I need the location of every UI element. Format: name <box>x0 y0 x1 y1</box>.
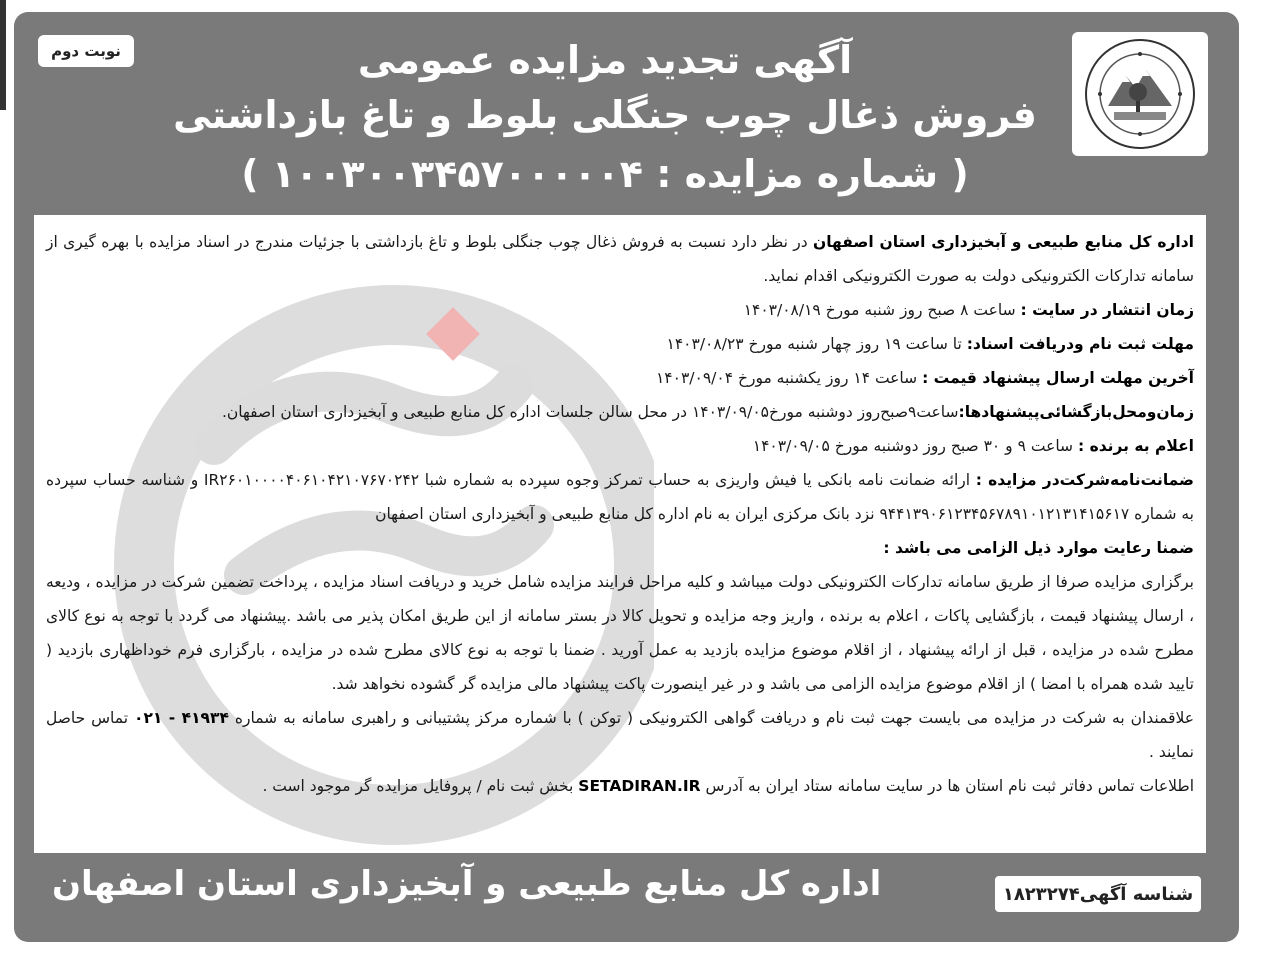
title-line-3: ( شماره مزایده : ۱۰۰۳۰۰۳۴۵۷۰۰۰۰۰۴ ) <box>241 152 969 196</box>
requirements-heading: ضمنا رعایت موارد ذیل الزامی می باشد : <box>883 539 1194 557</box>
opening-time-place: زمان‌ومحل‌بازگشائی‌پیشنهادها:ساعت۹صبح‌روز دوشنبه مورخ۱۴۰۳/۰۹/۰۵ در محل سالن جلسات اداره کل منابع طبیعی و آبخیزداری استان اصفهان. <box>221 403 1194 421</box>
winner-announcement: اعلام به برنده : ساعت ۹ و ۳۰ صبح روز دوشنبه مورخ ۱۴۰۳/۰۹/۰۵ <box>752 437 1194 455</box>
requirements-text: برگزاری مزایده صرفا از طریق سامانه تدارکات الکترونیکی دولت میباشد و کلیه مراحل فرایند مزایده شامل خرید و دریافت اسناد مزایده ، پرداخت تضمین شرکت در مزایده ، ودیعه ، ارسال پیشنهاد قیمت ، بازگشایی پاکات ، اعلام به برنده ، واریز وجه مزایده و تحویل کالا در بستر سامانه از این طریق امکان پذیر می باشد .پیشنهاد می گردد با توجه به نوع کالای مطرح شده در مزایده ، قبل از ارائه پیشنهاد ، از اقلام موضوع مزایده بازدید به عمل آورید . ضمنا با توجه به نوع کالای مطرح شده در مزایده ، بارگزاری فرم خوداظهاری بازدید ( تایید شده همراه با امضا ) از اقلام موضوع مزایده الزامی می باشد و در غیر اینصورت پاکت پیشنهاد مالی مزایده گر گشوده نخواهد شد. <box>46 573 1194 693</box>
organization-logo <box>1072 32 1208 156</box>
title-line-1: آگهی تجدید مزایده عمومی <box>357 38 853 82</box>
title-line-2: فروش ذغال چوب جنگلی بلوط و تاغ بازداشتی <box>173 93 1037 137</box>
participation-guarantee: ضمانت‌نامه‌شرکت‌در مزایده : ارائه ضمانت نامه بانکی یا فیش واریزی به حساب تمرکز وجوه سپرده به شماره شبا IR۲۶۰۱۰۰۰۰۴۰۶۱۰۴۲۱۰۷۶۷۰۲۴۲ و شناسه حساب سپرده به شماره ۹۴۴۱۳۹۰۶۱۲۳۴۵۶۷۸۹۱۰۱۲۱۳۱۴۱۵۶۱۷ نزد بانک مرکزی ایران به نام اداره کل منابع طبیعی و آبخیزداری استان اصفهان <box>46 471 1195 523</box>
seal-icon <box>1078 36 1202 152</box>
docs-deadline: مهلت ثبت نام ودریافت اسناد: تا ساعت ۱۹ روز چهار شنبه مورخ ۱۴۰۳/۰۸/۲۳ <box>666 335 1194 353</box>
setadiran-link[interactable]: SETADIRAN.IR <box>578 777 701 795</box>
offer-deadline: آخرین مهلت ارسال پیشنهاد قیمت : ساعت ۱۴ روز یکشنبه مورخ ۱۴۰۳/۰۹/۰۴ <box>655 369 1194 387</box>
intro-org-name: اداره کل منابع طبیعی و آبخیزداری استان اصفهان <box>812 233 1195 251</box>
intro-paragraph <box>46 225 1194 293</box>
contact-paragraph: علاقمندان به شرکت در مزایده می بایست جهت ثبت نام و دریافت گواهی الکترونیکی ( توکن ) با شماره مرکز پشتیبانی و راهبری سامانه به شماره ۴۱۹۳۴ - ۰۲۱ تماس حاصل نمایند . <box>46 709 1194 761</box>
intro-text: در نظر دارد نسبت به فروش ذغال چوب جنگلی بلوط و تاغ بازداشتی با جزئیات مندرج در اسناد مزایده با بهره گیری از سامانه تدارکات الکترونیکی دولت به صورت الکترونیکی اقدام نماید. <box>46 233 1194 285</box>
ad-id-badge: شناسه آگهی۱۸۲۳۲۷۴ <box>995 876 1201 912</box>
left-edge-bar <box>0 0 6 110</box>
info-paragraph: اطلاعات تماس دفاتر ثبت نام استان ها در سایت سامانه ستاد ایران به آدرس SETADIRAN.IR بخش ثبت نام / پروفایل مزایده گر موجود است . <box>262 777 1194 795</box>
announcement-text <box>34 215 1206 803</box>
support-phone: ۴۱۹۳۴ - ۰۲۱ <box>134 709 229 727</box>
announcement-body <box>34 215 1206 853</box>
publish-time: زمان انتشار در سایت : ساعت ۸ صبح روز شنبه مورخ ۱۴۰۳/۰۸/۱۹ <box>743 301 1194 319</box>
footer-org-name: اداره کل منابع طبیعی و آبخیزداری استان اصفهان <box>52 864 882 904</box>
round-badge: نوبت دوم <box>38 35 134 67</box>
